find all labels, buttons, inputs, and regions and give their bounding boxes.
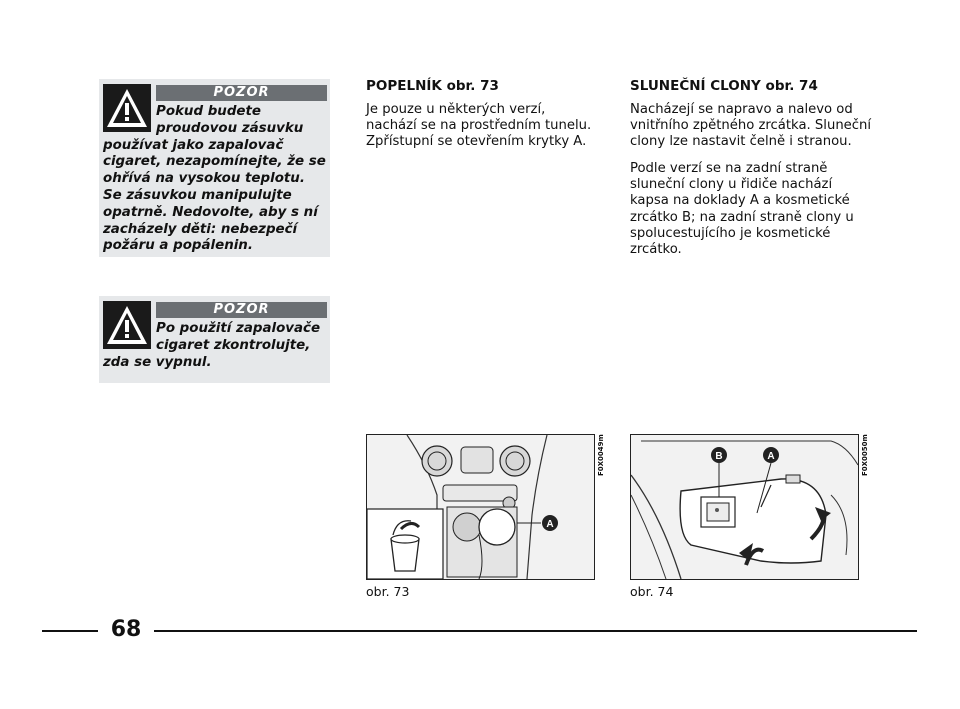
ashtray-illustration [367,435,594,579]
warning-text [103,104,326,255]
figure-ashtray [366,434,595,580]
callout-a-label: A [546,519,554,530]
sunvisor-illustration [631,435,858,579]
figure-caption-sunvisor: obr. 74 [630,584,674,599]
warning-text-rest: používat jako zapalovač cigaret, nezapomínejte, že se ohřívá na vysokou teplotu. Se zásuvkou manipulujte opatrně. Nedovolte, aby s ní zacházely děti: nebezpečí požáru a popálenin. [103,137,326,254]
warning-label: POZOR [156,302,327,318]
ashtray-title: POPELNÍK [366,78,442,94]
footer-rule-right [154,630,917,632]
sunvisor-title: SLUNEČNÍ CLONY [630,78,761,94]
figure-code-sunvisor: F0X0050m [861,434,869,476]
warning-text-rest: se vypnul. [134,354,212,370]
figure-code-ashtray: F0X0049m [597,434,605,476]
warning-label: POZOR [156,85,327,101]
warning-box-2 [99,296,330,383]
ashtray-heading [366,78,601,95]
footer-rule-left [42,630,98,632]
warning-text [103,321,326,371]
ashtray-paragraph: Je pouze u některých verzí, nachází se na prostředním tunelu. Zpřístupní se otevřením krytky A. [366,102,592,150]
sunvisor-ref: obr. 74 [765,78,818,94]
sunvisor-heading [630,78,880,95]
figure-caption-ashtray: obr. 73 [366,584,410,599]
callout-b-label: B [715,451,723,462]
sunvisor-paragraph-1: Nacházejí se napravo a nalevo od vnitřního zpětného zrcátka. Sluneční clony lze nastavit čelně i stranou. [630,102,872,150]
warning-text-lead: Po použití zapalovače cigaret zkontrolujte, zda [103,321,321,370]
page-number: 68 [110,617,142,642]
figure-sunvisor [630,434,859,580]
ashtray-ref: obr. 73 [446,78,499,94]
sunvisor-paragraph-2: Podle verzí se na zadní straně sluneční clony u řidiče nachází kapsa na doklady A a kosmetické zrcátko B; na zadní straně clony u spolucestujícího je kosmetické zrcátko. [630,161,854,258]
callout-a-label: A [767,451,775,462]
warning-box-1 [99,79,330,257]
warning-text-lead: Pokud budete proudovou zásuvku [156,104,304,136]
